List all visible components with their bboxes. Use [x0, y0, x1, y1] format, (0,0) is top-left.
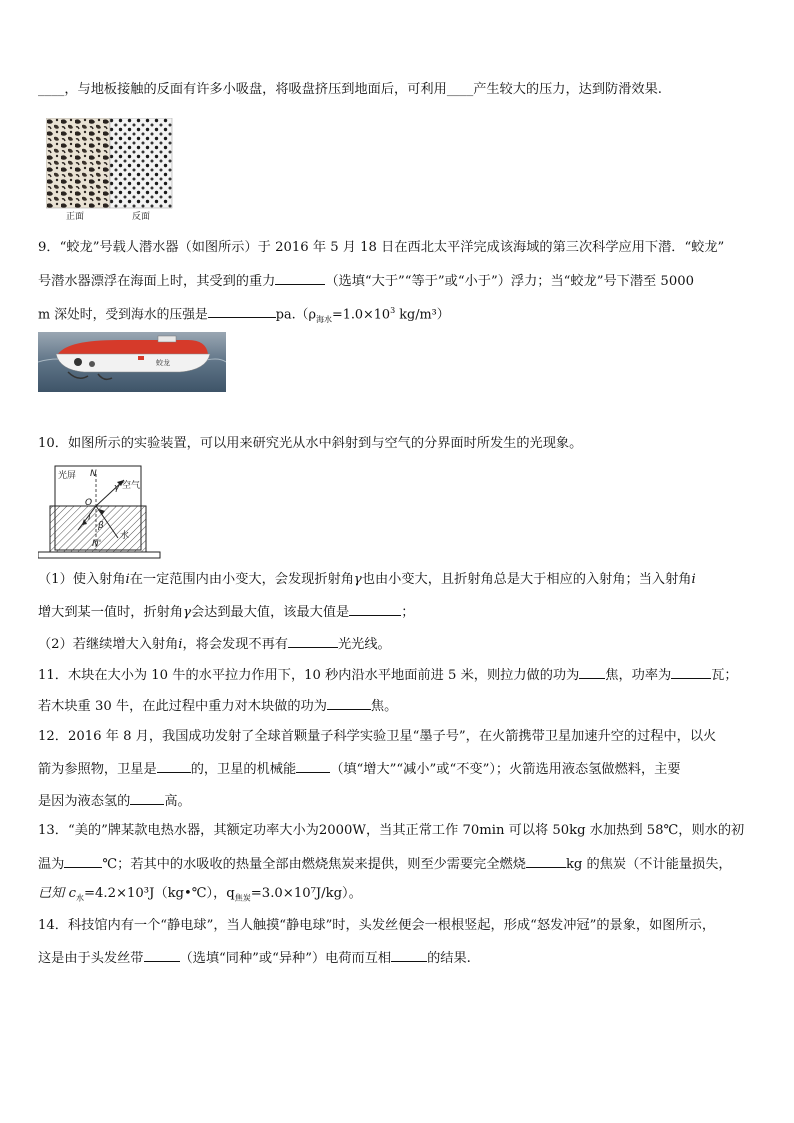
q9-line-1	[38, 238, 724, 258]
air-label: 空气	[122, 481, 141, 491]
q10-p1-text-2b: 会达到最大值，该最大值是	[190, 605, 350, 620]
q12-blank-motion	[157, 758, 191, 773]
q13-sub-water: 水	[75, 893, 84, 903]
q10-p2-i: i	[178, 637, 183, 652]
q12-line-2	[38, 758, 681, 780]
q14-text-2a: 这是由于头发丝带	[38, 951, 144, 966]
q8-blank: ____	[446, 82, 474, 97]
q8-tail-line	[38, 80, 662, 100]
refraction-diagram	[38, 464, 162, 560]
mat-front-label: 正面	[66, 212, 85, 222]
q9-blank-gravity	[275, 270, 325, 285]
q12-text-3b: 高。	[164, 794, 191, 809]
q10-p1-gamma: γ	[353, 572, 362, 587]
gamma-label: γ	[114, 483, 120, 493]
i-label: i	[88, 513, 91, 523]
q12-text-2a: 箭为参照物，卫星是	[38, 762, 157, 777]
q8-lead-blank: ____	[38, 82, 65, 97]
q10-p1-i2: i	[691, 572, 696, 587]
q9-blank-pressure	[208, 303, 276, 318]
q11-text-1c: 瓦；	[711, 668, 738, 683]
q13-line-1	[38, 821, 744, 841]
q9-line-2	[38, 270, 694, 292]
q10-p1-gamma2: γ	[183, 605, 191, 620]
q11-line-1	[38, 664, 738, 686]
q9-text-3d: kg/m³）	[399, 307, 450, 323]
mat-back-label: 反面	[132, 212, 151, 222]
q9-text-3c: =1.0×10	[331, 307, 391, 323]
submersible-image	[38, 332, 226, 392]
q13-text-2c: kg 的焦炭（不计能量损失，	[565, 857, 732, 872]
q10-p2-text-b: ，将会发现不再有	[182, 637, 288, 652]
q11-blank-power	[671, 664, 711, 679]
mat-figure	[46, 118, 174, 222]
q12-blank-property	[130, 790, 164, 805]
q10-p1-i: i	[125, 572, 130, 587]
normal-top-label: N	[90, 469, 97, 479]
submersible-figure	[38, 332, 226, 392]
beta-label: β	[98, 521, 104, 531]
q10-p2-text-a: （2）若继续增大入射角	[38, 637, 179, 652]
q10-p1-text-b: 在一定范围内由小变大，会发现折射角	[129, 572, 354, 587]
q9-line-3	[38, 301, 450, 330]
q13-sub-coke: 焦炭	[234, 893, 251, 903]
q10-intro	[38, 434, 582, 454]
q13-text-3c: =3.0×10⁷J/kg）。	[250, 886, 362, 901]
q9-text-2a: 号潜水器漂浮在海面上时，其受到的重力	[38, 274, 276, 289]
q10-p1-text-2a: 增大到某一值时，折射角	[38, 605, 184, 620]
q10-p1-text-2c: ；	[401, 605, 415, 620]
q10-intro-text: 10．如图所示的实验装置，可以用来研究光从水中斜射到与空气的分界面时所发生的光现象。	[38, 436, 583, 451]
q13-blank-mass	[526, 853, 566, 868]
q12-line-1	[38, 727, 716, 747]
q10-p2-text-c: 光光线。	[337, 637, 391, 652]
q13-blank-temp	[64, 853, 102, 868]
q14-text-1: 14．科技馆内有一个“静电球”，当人触摸“静电球”时，头发丝便会一根根竖起，形成“怒发冲冠”的景象，如图所示，	[38, 918, 716, 933]
q9-sub-seawater: 海水	[315, 314, 332, 324]
q11-text-1b: 焦，功率为	[605, 668, 672, 683]
q12-text-2b: 的，卫星的机械能	[190, 762, 297, 777]
point-o-label: O	[85, 498, 93, 508]
q9-text-3a: m 深处时，受到海水的压强是	[38, 307, 208, 323]
q13-line-2	[38, 853, 732, 875]
q11-text-1a: 11．木块在大小为 10 牛的水平拉力作用下，10 秒内沿水平地面前进 5 米，则拉力做的功为	[38, 668, 580, 683]
q12-text-2c: （填“增大”“减小”或“不变”）；火箭选用液态氢做燃料，主要	[330, 762, 681, 777]
q14-blank-charge	[144, 947, 180, 962]
q10-blank-max-angle	[349, 601, 401, 616]
q14-line-2	[38, 947, 471, 969]
q10-p1-text-a: （1）使入射角	[38, 572, 126, 587]
q9-text-1: 9．“蛟龙”号载人潜水器（如图所示）于 2016 年 5 月 18 日在西北太平洋完成该海域的第三次科学应用下潜．“蛟龙”	[38, 240, 725, 255]
q10-part1-line-2	[38, 601, 414, 623]
q9-text-2b: （选填“大于”“等于”或“小于”）浮力；当“蛟龙”号下潜至 5000	[325, 274, 694, 289]
q11-text-2a: 若木块重 30 牛，在此过程中重力对木块做的功为	[38, 699, 327, 714]
q10-p1-text-c: 也由小变大，且折射角总是大于相应的入射角；当入射角	[361, 572, 692, 587]
submersible-hull-text: 蛟龙	[156, 359, 170, 367]
q10-part2-line	[38, 633, 391, 655]
q13-text-2a: 温为	[38, 857, 65, 872]
q14-text-2c: 的结果.	[427, 951, 471, 966]
q10-part1-line-1	[38, 570, 696, 590]
q14-line-1	[38, 916, 715, 936]
refraction-figure	[38, 464, 162, 560]
q13-text-1: 13．“美的”牌某款电热水器，其额定功率大小为2000W，当其正常工作 70min 可以将 50kg 水加热到 58℃，则水的初	[38, 823, 745, 838]
normal-bottom-label: N'	[92, 539, 102, 549]
q11-blank-gravity-work	[327, 695, 371, 710]
mat-figure-image	[46, 118, 174, 222]
q12-text-3a: 是因为液态氢的	[38, 794, 131, 809]
water-label: 水	[120, 531, 130, 541]
q13-text-3b: =4.2×10³J（kg•℃），q	[83, 886, 235, 901]
screen-label: 光屏	[58, 471, 77, 481]
q10-blank-light	[288, 633, 338, 648]
q11-line-2	[38, 695, 397, 717]
q12-blank-energy	[296, 758, 330, 773]
q12-line-3	[38, 790, 191, 812]
q13-line-3	[38, 884, 362, 909]
q14-blank-interaction	[391, 947, 427, 962]
q11-blank-work	[579, 664, 605, 679]
q8-text-b: 产生较大的压力，达到防滑效果.	[473, 82, 663, 97]
q8-text-a: ，与地板接触的反面有许多小吸盘，将吸盘挤压到地面后，可利用	[64, 82, 447, 97]
q9-text-3b: pa.（ρ	[275, 307, 316, 323]
q14-text-2b: （选填“同种”或“异种”）电荷而互相	[179, 951, 392, 966]
q12-text-1: 12．2016 年 8 月，我国成功发射了全球首颗量子科学实验卫星“墨子号”，在火箭携带卫星加速升空的过程中，以火	[38, 729, 717, 744]
q11-text-2b: 焦。	[370, 699, 398, 714]
q13-text-2b: ℃；若其中的水吸收的热量全部由燃烧焦炭来提供，则至少需要完全燃烧	[102, 857, 526, 872]
q13-text-3a: 已知 c	[38, 886, 76, 901]
q9-sup-exp: 3	[390, 306, 396, 315]
